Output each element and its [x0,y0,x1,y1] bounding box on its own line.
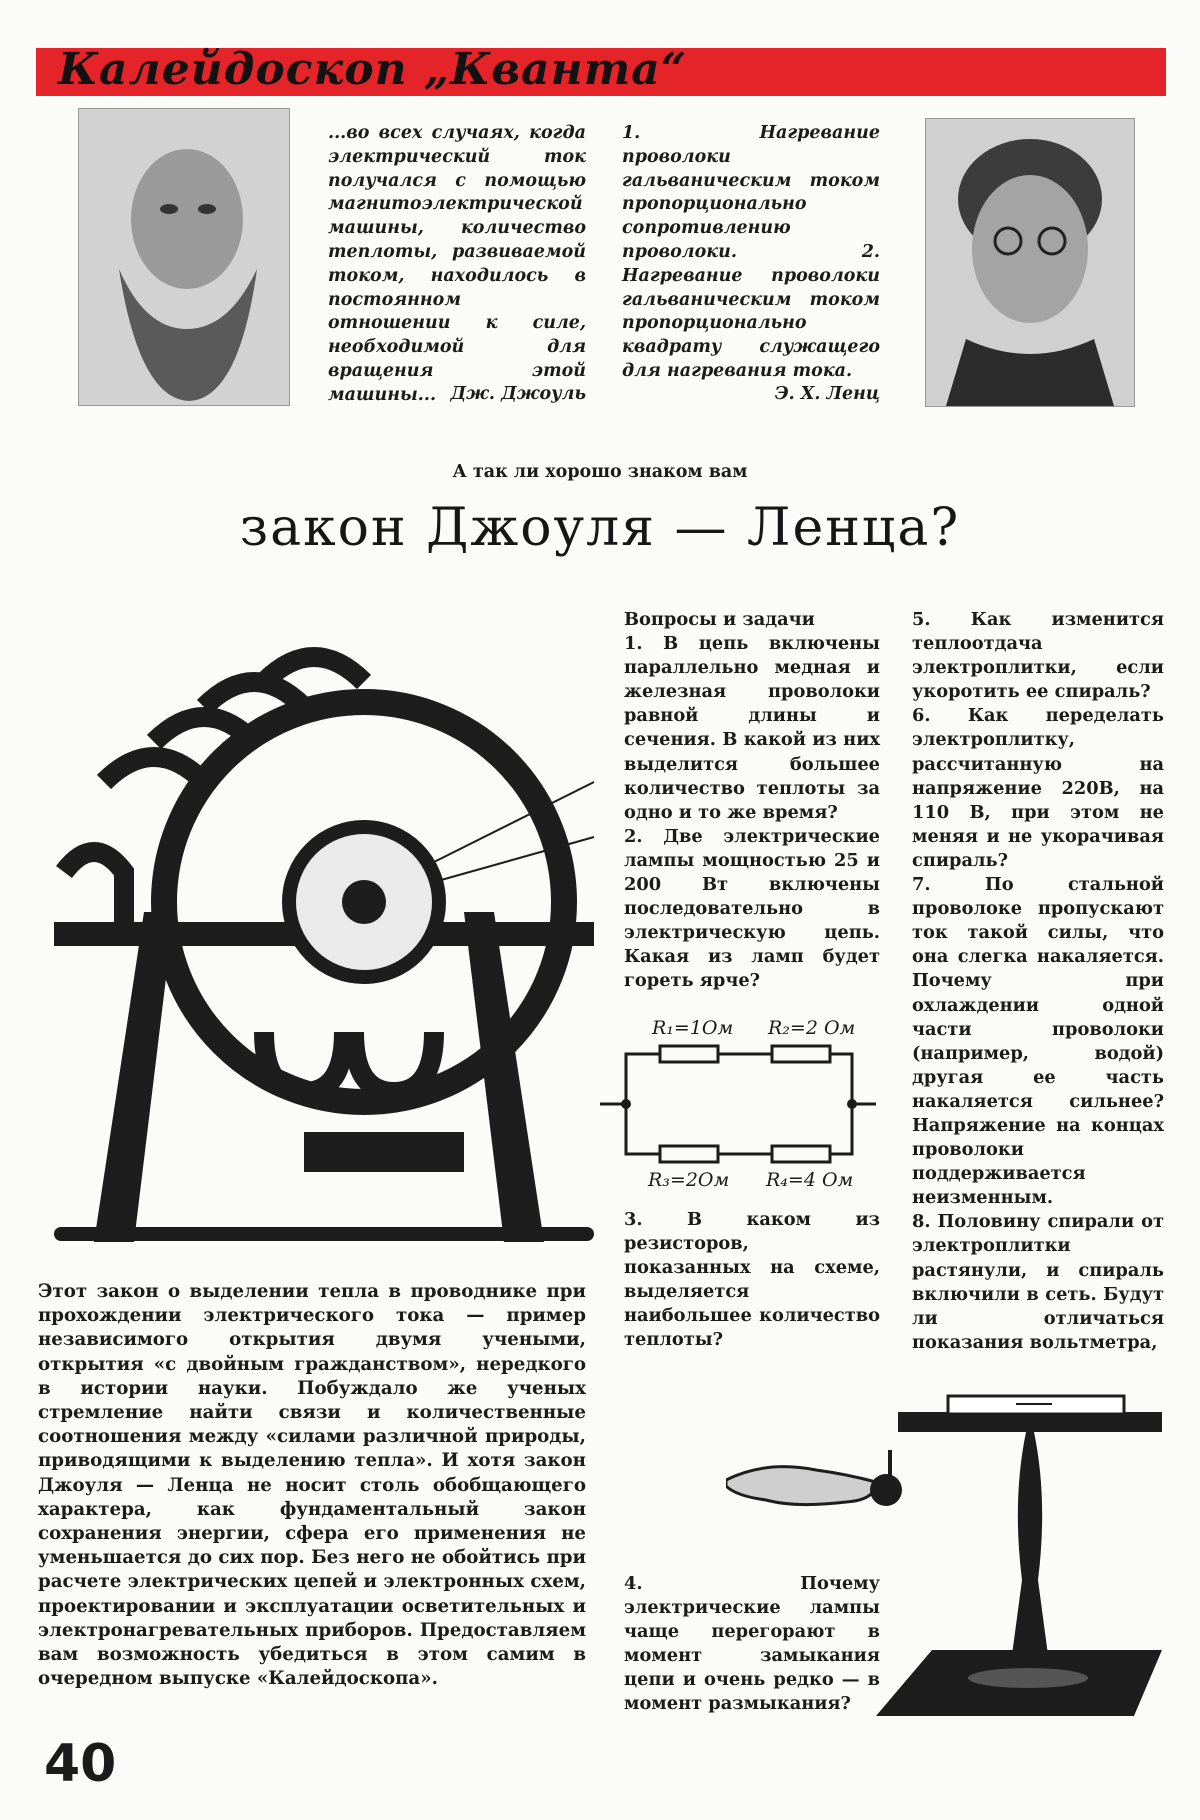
resistor-r1 [660,1046,718,1062]
label-r3: R₃=2Ом [648,1169,730,1188]
lenz-quote: 1. Нагревание проволоки гальваническим током пропорционально сопротивлению проволоки. 2. Нагревание проволоки гальваническим током пропорционально квадрату служащего для нагревания тока. [622,123,880,381]
article-kicker: А так ли хорошо знаком вам [452,462,748,482]
question-2: 2. Две электрические лампы мощностью 25 и 200 Вт включены последовательно в электрическую цепь. Какая из ламп будет гореть ярче? [624,825,880,992]
article-intro: Этот закон о выделении тепла в проводнике при прохождении электрического тока — пример независимого открытия двумя учеными, открытия «с двойным гражданством», нередкого в истории науки. Побуждало же ученых стремление найти связи и количественные соотношения между «силами различной природы, приводящими к выделению тепла». И хотя закон Джоуля — Ленца не носит столь обобщающего характера, как фундаментальный закон сохранения энергии, сфера его применения не уменьшается до сих пор. Без него не обойтись при расчете электрических цепей и электронных схем, проектировании и эксплуатации осветительных и электронагревательных приборов. Предоставляем вам возможность убедиться в этом самим в очередном выпуске «Калейдоскопа». [38,1281,586,1690]
question-5: 5. Как изменится теплоотдача электроплитки, если укоротить ее спираль? [912,609,1164,703]
magneto-machine-illustration [34,612,606,1252]
label-r2: R₂=2 Ом [768,1017,856,1039]
section-title: Калейдоскоп „Кванта“ [58,44,688,95]
question-4: 4. Почему электрические лампы чаще перегорают в момент замыкания цепи и очень редко — в момент размыкания? [624,1573,880,1715]
label-r4: R₄=4 Ом [766,1169,854,1188]
resistor-r3 [660,1146,718,1162]
questions-column-middle [624,608,880,994]
article-headline: закон Джоуля — Ленца? [239,498,961,558]
question-8: 8. Половину спирали от электроплитки растянули, и спираль включили в сеть. Будут ли отличаться показания вольтметра, [912,1211,1164,1353]
joule-quote: ...во всех случаях, когда электрический ток получался с помощью магнитоэлектрической машины, количество теплоты, развиваемой током, находилось в постоянном отношении к силе, необходимой для вращения этой машины... [328,123,586,405]
lenz-portrait [925,118,1135,407]
question-1: 1. В цепь включены параллельно медная и железная проволоки равной длины и сечения. В какой из них выделится большее количество теплоты за одно и то же время? [624,633,880,823]
resistor-r2 [772,1046,830,1062]
resistor-r4 [772,1146,830,1162]
questions-column-middle-bottom [624,1572,880,1717]
joule-quote-author: Дж. Джоуль [450,384,586,404]
questions-column-right [912,608,1164,1355]
questions-column-middle-lower [624,1208,880,1353]
circuit-diagram [596,1008,880,1188]
questions-heading: Вопросы и задачи [624,609,815,630]
lenz-quote-author: Э. Х. Ленц [774,384,880,404]
question-7: 7. По стальной проволоке пропускают ток такой силы, что она слегка накаляется. Почему при охлаждении одной части проволоки (например, водой) другая ее часть накаляется сильнее? Напряжение на концах проволоки поддерживается неизменным. [912,874,1164,1209]
label-r1: R₁=1Ом [652,1017,734,1039]
page-number: 40 [44,1734,117,1794]
question-3: 3. В каком из резисторов, показанных на схеме, выделяется наибольшее количество теплоты? [624,1209,880,1351]
question-6: 6. Как переделать электроплитку, рассчитанную на напряжение 220В, на 110 В, при этом не меняя и не укорачивая спираль? [912,705,1164,871]
joule-portrait [78,108,290,406]
